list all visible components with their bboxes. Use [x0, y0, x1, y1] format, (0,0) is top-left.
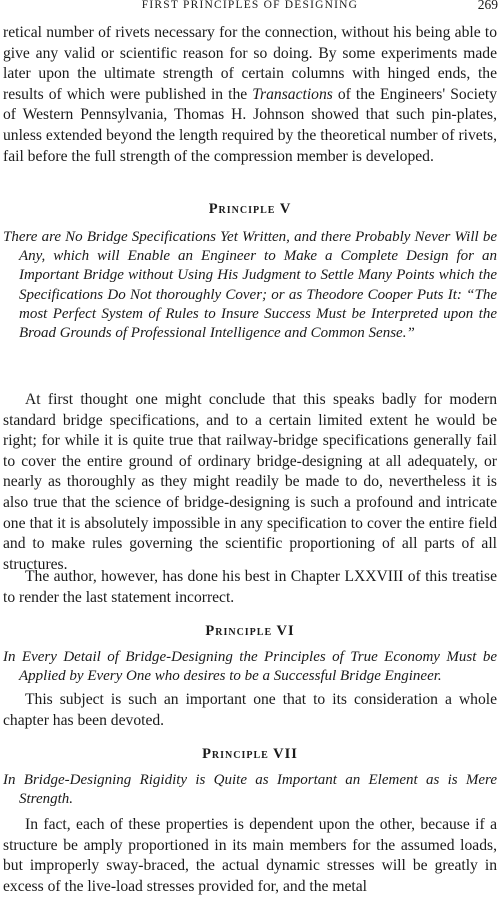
principle-v-paragraph-1: At first thought one might conclude that this speaks badly for modern standard bridge specifications, and to a certain limited extent he would be right; for while it is quite true that railway-bridge specifications generally fail to cover the entire ground of ordinary bridge-designing at all adequately, or nearly as thoroughly as they might readily be made to do, nevertheless it is also true that the science of bridge-designing is such a profound and intricate one that it is absolutely impossible in any specification to cover the entire field and to make rules governing the scientific proportioning of all parts of all structures. [3, 391, 497, 573]
opening-paragraph-text: retical number of rivets necessary for the connection, without his being able to give any valid or scientific reason for so doing. By some experiments made later upon the ultimate strength of certain columns with hinged ends, the results of which were published in the [3, 24, 497, 103]
principle-vi-heading: Principle VI [205, 623, 295, 639]
principle-v-statement: There are No Bridge Specifications Yet Written, and there Probably Never Will be Any, which will Enable an Engineer to Make a Complete Design for an Important Bridge without Using His Judgment to Settle Many Points which the Specifications Do Not thoroughly Cover; or as Theodore Cooper Puts It: “The most Perfect System of Rules to Insure Success Must be Interpreted upon the Broad Grounds of Professional Intelligence and Common Sense.” [3, 229, 497, 342]
running-head [0, 0, 500, 12]
principle-vi-statement: In Every Detail of Bridge-Designing the Principles of True Economy Must be Applied by Every One who desires to be a Successful Bridge Engineer. [3, 649, 497, 685]
principle-vii-paragraph-1: In fact, each of these properties is dependent upon the other, because if a structure be amply proportioned in its main members for the assumed loads, but improperly sway-braced, the actual dynamic stresses will be greatly in excess of the live-load stresses provided for, and the metal [3, 816, 497, 895]
opening-paragraph-text-continued: of the Engineers' Society of Western Pennsylvania, Thomas H. Johnson showed that such pin-plates, unless extended beyond the length required by the theoretical number of rivets, fail before the full strength of the compression member is developed. [3, 85, 497, 165]
principle-v-paragraph-2: The author, however, has done his best in Chapter LXXVIII of this treatise to render the last statement incorrect. [3, 568, 497, 606]
running-title: FIRST PRINCIPLES OF DESIGNING [141, 0, 359, 11]
principle-v-heading: Principle V [208, 201, 292, 217]
page-number: 269 [477, 0, 498, 12]
opening-paragraph [3, 23, 497, 167]
journal-title: Transactions [252, 85, 333, 103]
principle-vii-statement: In Bridge-Designing Rigidity is Quite as Important an Element as is Mere Strength. [3, 772, 497, 808]
principle-vii-heading: Principle VII [202, 746, 298, 762]
principle-vi-paragraph-1: This subject is such an important one that to its consideration a whole chapter has been devoted. [3, 691, 497, 729]
